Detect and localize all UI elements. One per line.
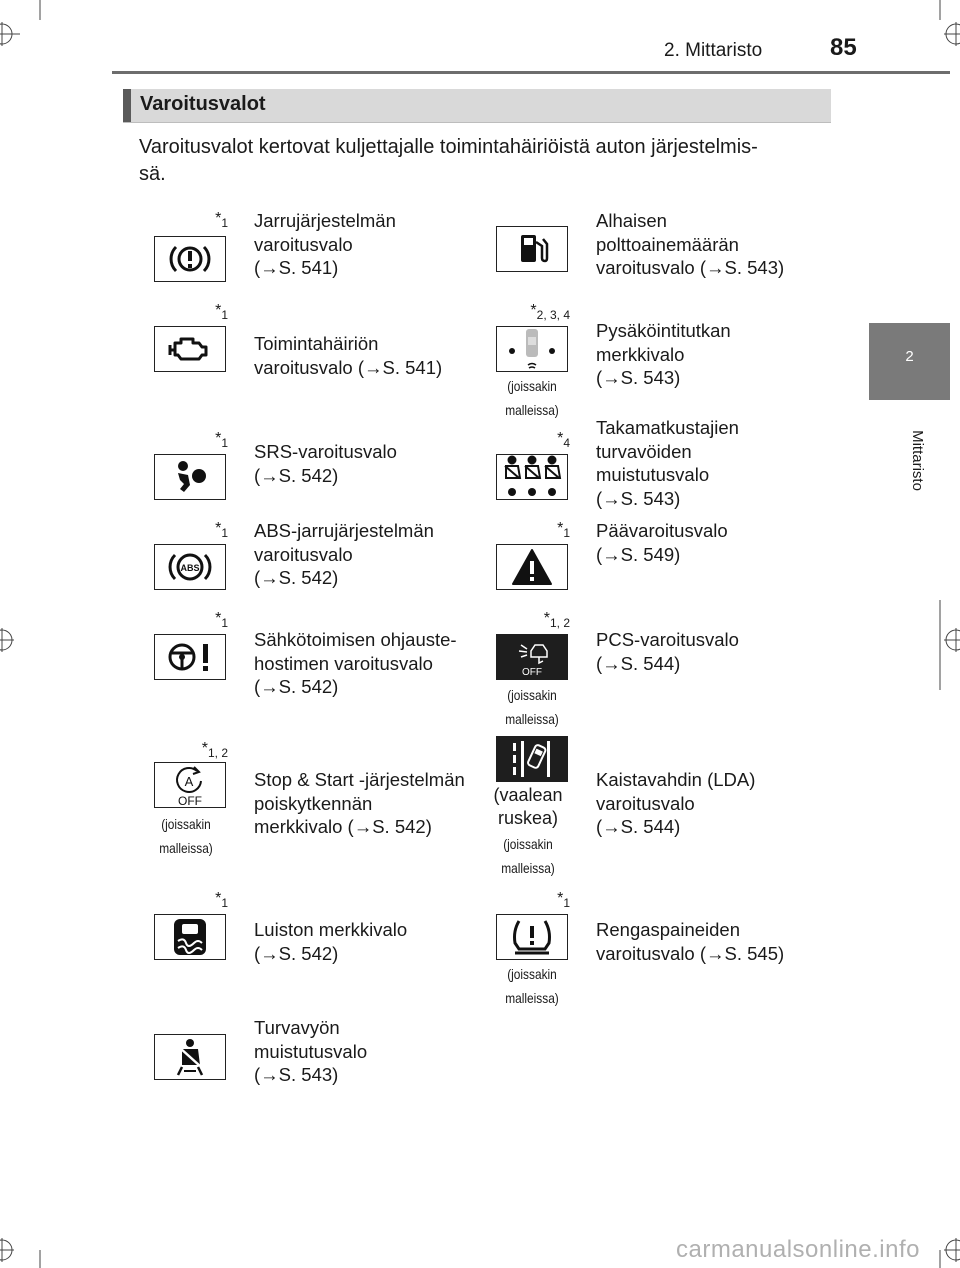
header-divider bbox=[112, 71, 950, 74]
pcs-off-icon bbox=[499, 635, 565, 679]
tire-pressure-light bbox=[496, 914, 568, 960]
pcs-warning-light bbox=[496, 634, 568, 680]
brake-warning-icon bbox=[166, 241, 214, 277]
footnote-mark: $*_1$ bbox=[215, 210, 228, 230]
stop-start-off-icon bbox=[165, 763, 215, 807]
light-description: SRS-varoitusvalo (→S. 542) bbox=[254, 441, 397, 486]
abs-icon bbox=[166, 548, 214, 586]
low-fuel-light bbox=[496, 226, 568, 272]
parking-sensor-icon bbox=[500, 327, 564, 371]
footnote-mark: $*_1$ bbox=[215, 890, 228, 910]
brake-warning-light bbox=[154, 236, 226, 282]
section-title-bar bbox=[123, 89, 831, 123]
rear-seatbelt-icon bbox=[497, 454, 567, 500]
lane-departure-icon bbox=[499, 737, 565, 781]
fuel-pump-icon bbox=[512, 230, 552, 268]
svg-text:ABS: ABS bbox=[180, 563, 200, 573]
footnote-mark: $*_1$ bbox=[215, 302, 228, 322]
chapter-tab-number: 2 bbox=[905, 348, 914, 365]
lane-departure-light bbox=[496, 736, 568, 782]
availability-note: (joissakin malleissa) bbox=[505, 687, 559, 727]
light-color-note: (vaalean ruskea) bbox=[493, 785, 563, 828]
power-steering-icon bbox=[162, 638, 218, 676]
parking-sensor-light bbox=[496, 326, 568, 372]
section-title: Varoitusvalot bbox=[140, 93, 266, 115]
master-warning-light bbox=[496, 544, 568, 590]
malfunction-light bbox=[154, 326, 226, 372]
section-title-accent bbox=[123, 89, 131, 122]
seatbelt-reminder-light bbox=[154, 1034, 226, 1080]
svg-text:A: A bbox=[184, 774, 194, 789]
chapter-tab-label: Mittaristo bbox=[908, 430, 926, 491]
header-chapter: 2. Mittaristo bbox=[664, 40, 763, 61]
airbag-icon bbox=[168, 458, 212, 496]
availability-note: (joissakin malleissa) bbox=[505, 966, 559, 1006]
light-description: Toimintahäiriön varoitusvalo (→S. 541) bbox=[254, 333, 443, 378]
footnote-mark: $*_1$ bbox=[215, 520, 228, 540]
srs-warning-light bbox=[154, 454, 226, 500]
stop-start-off-light bbox=[154, 762, 226, 808]
tire-pressure-icon bbox=[507, 917, 557, 957]
footnote-mark: $*_{1, 2}$ bbox=[543, 610, 570, 630]
availability-note: (joissakin malleissa) bbox=[501, 836, 555, 876]
footnote-mark: $*_{1, 2}$ bbox=[201, 740, 228, 760]
power-steering-light bbox=[154, 634, 226, 680]
light-description: PCS-varoitusvalo (→S. 544) bbox=[596, 629, 739, 674]
footnote-mark: $*_1$ bbox=[557, 890, 570, 910]
watermark: carmanualsonline.info bbox=[676, 1236, 920, 1263]
availability-note: (joissakin malleissa) bbox=[159, 816, 213, 856]
light-description: Rengaspaineiden varoitusvalo (→S. 545) bbox=[596, 919, 785, 964]
light-description: Sähkötoimisen ohjauste- hostimen varoitusvalo (→S. 542) bbox=[254, 629, 457, 697]
light-description: ABS-jarrujärjestelmän varoitusvalo (→S. 542) bbox=[254, 520, 434, 588]
light-description: Takamatkustajien turvavöiden muistutusvalo (→S. 543) bbox=[596, 417, 739, 509]
light-description: Kaistavahdin (LDA) varoitusvalo (→S. 544) bbox=[596, 769, 756, 837]
engine-check-icon bbox=[166, 333, 214, 365]
footnote-mark: $*_1$ bbox=[215, 430, 228, 450]
light-description: Turvavyön muistutusvalo (→S. 543) bbox=[254, 1017, 368, 1085]
footnote-mark: $*_1$ bbox=[557, 520, 570, 540]
light-description: Stop & Start -järjestelmän poiskytkennän merkkivalo (→S. 542) bbox=[254, 769, 465, 837]
rear-seatbelt-light bbox=[496, 454, 568, 500]
light-description: Pysäköintitutkan merkkivalo (→S. 543) bbox=[596, 320, 731, 388]
footnote-mark: $*_1$ bbox=[215, 610, 228, 630]
light-description: Jarrujärjestelmän varoitusvalo (→S. 541) bbox=[254, 210, 396, 278]
footnote-mark: $*_4$ bbox=[557, 430, 570, 450]
light-description: Alhaisen polttoainemäärän varoitusvalo (→S. 543) bbox=[596, 210, 785, 278]
master-warning-icon bbox=[510, 547, 554, 587]
pcs-off-label: OFF bbox=[522, 667, 542, 678]
light-description: Luiston merkkivalo (→S. 542) bbox=[254, 919, 408, 964]
seatbelt-reminder-icon bbox=[168, 1037, 212, 1077]
page-number: 85 bbox=[830, 34, 857, 61]
availability-note: (joissakin malleissa) bbox=[505, 378, 559, 418]
slip-indicator-icon bbox=[168, 917, 212, 957]
slip-indicator-light bbox=[154, 914, 226, 960]
chapter-tab[interactable] bbox=[869, 323, 950, 400]
footnote-mark: $*_{2, 3, 4}$ bbox=[530, 302, 570, 322]
light-description: Päävaroitusvalo (→S. 549) bbox=[596, 520, 728, 565]
stop-start-off-label: OFF bbox=[178, 794, 202, 807]
abs-warning-light bbox=[154, 544, 226, 590]
section-intro: Varoitusvalot kertovat kuljettajalle toimintahäiriöistä auton järjestelmis- sä. bbox=[139, 136, 758, 185]
